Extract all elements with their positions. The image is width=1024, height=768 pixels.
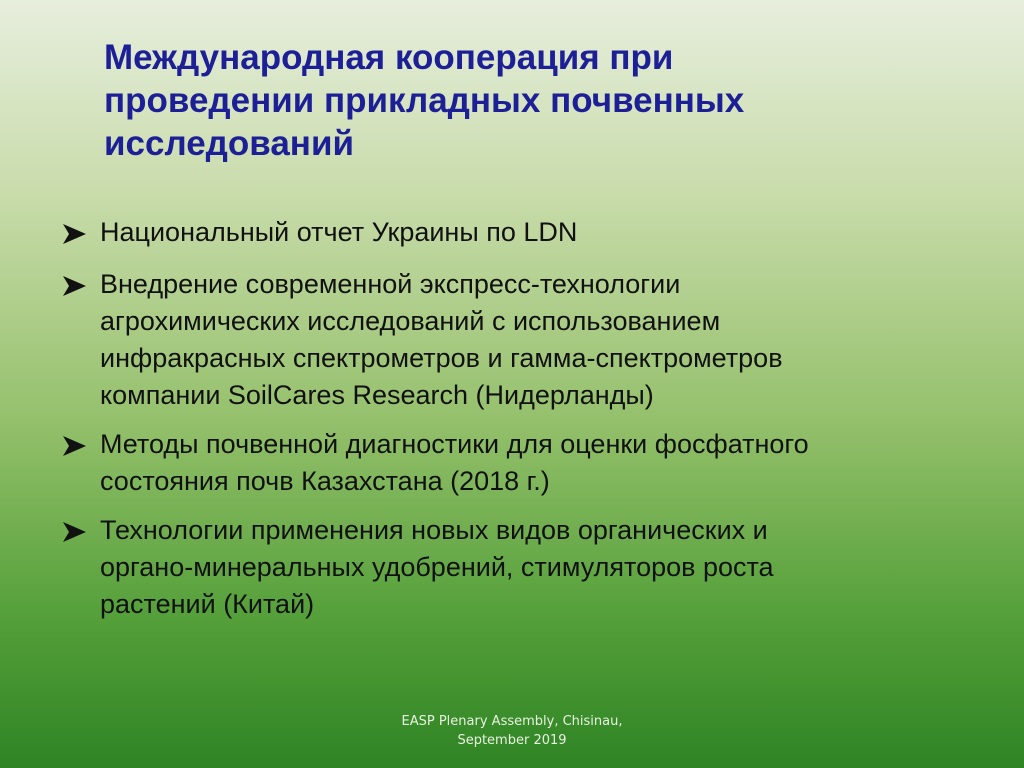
- bullet-text: [100, 512, 774, 623]
- bullet-item: [62, 214, 962, 254]
- bullet-text: [100, 266, 783, 414]
- bullet-item: [62, 266, 962, 414]
- bullet-line: компании SoilCares Research (Нидерланды): [100, 380, 654, 410]
- footer-line: September 2019: [457, 733, 567, 748]
- bullet-item: [62, 512, 962, 623]
- bullet-text: [100, 426, 809, 500]
- bullet-line: Внедрение современной экспресс-технологии: [100, 269, 681, 299]
- slide-footer: [362, 712, 662, 750]
- bullet-line: инфракрасных спектрометров и гамма-спектрометров: [100, 343, 783, 373]
- arrowhead-bullet-icon: [62, 266, 100, 306]
- bullet-text: [100, 214, 577, 251]
- bullet-line: Национальный отчет Украины по LDN: [100, 217, 578, 247]
- bullet-line: Методы почвенной диагностики для оценки фосфатного: [100, 429, 809, 459]
- slide-title-line: исследований: [104, 124, 354, 163]
- slide-title-line: проведении прикладных почвенных: [104, 81, 745, 120]
- bullet-list: [62, 214, 962, 635]
- bullet-line: Технологии применения новых видов органических и: [100, 515, 768, 545]
- arrowhead-bullet-icon: [62, 512, 100, 552]
- footer-line: EASP Plenary Assembly, Chisinau,: [401, 714, 623, 729]
- arrowhead-bullet-icon: [62, 214, 100, 254]
- slide-title: [104, 36, 924, 165]
- bullet-line: органо-минеральных удобрений, стимуляторов роста: [100, 552, 774, 582]
- arrowhead-bullet-icon: [62, 426, 100, 466]
- bullet-item: [62, 426, 962, 500]
- bullet-line: растений (Китай): [100, 589, 315, 619]
- bullet-line: состояния почв Казахстана (2018 г.): [100, 466, 550, 496]
- slide-title-line: Международная кооперация при: [104, 38, 674, 77]
- bullet-line: агрохимических исследований с использованием: [100, 306, 721, 336]
